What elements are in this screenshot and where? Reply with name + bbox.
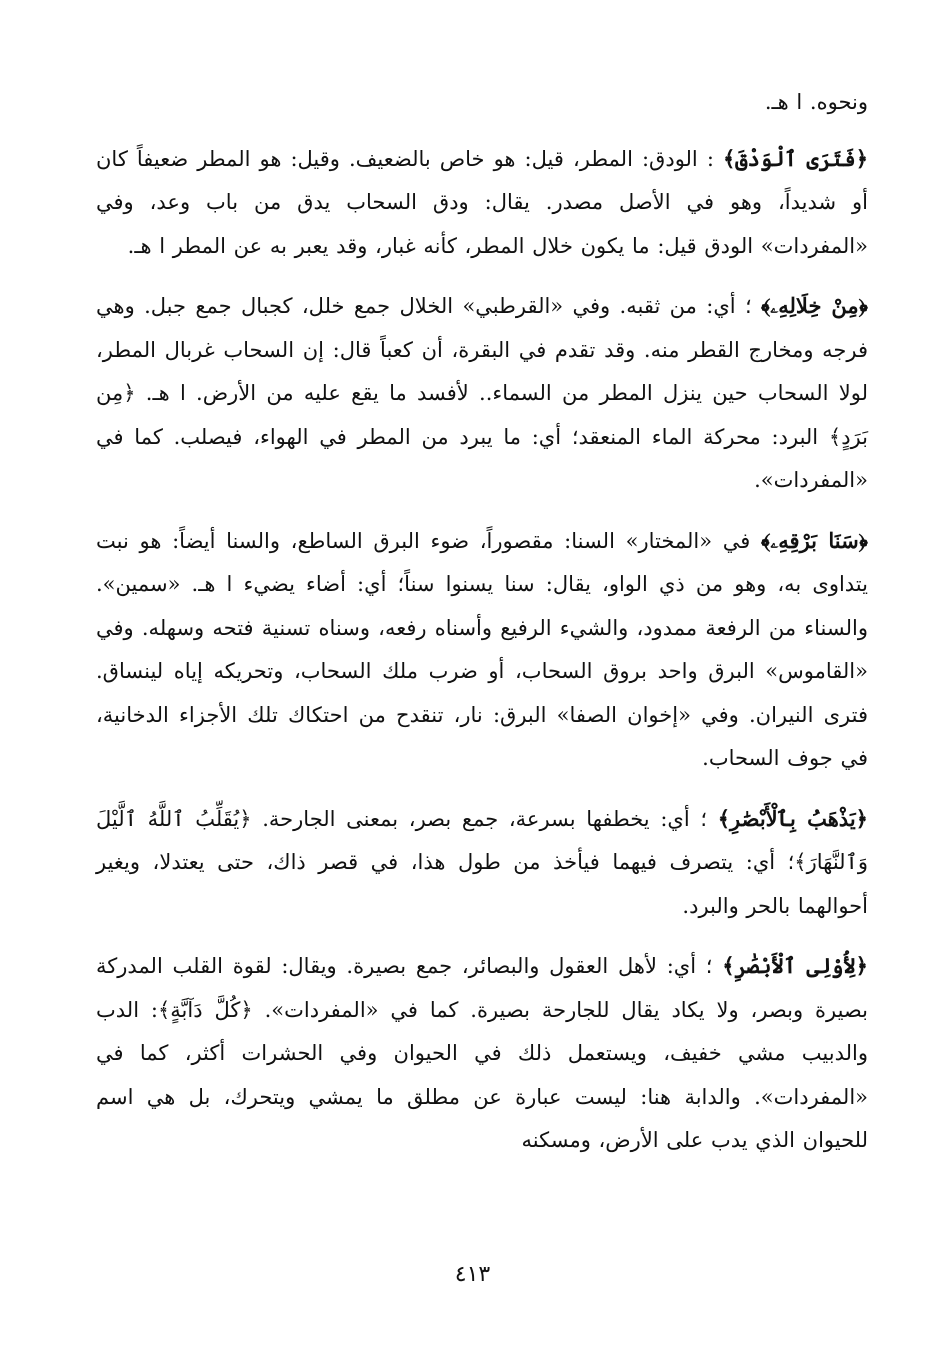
paragraph-khilal (96, 284, 868, 503)
quran-quote: ﴿لِأُوْلِى ٱلْأَبْصَٰرِ﴾ (722, 953, 868, 978)
paragraph-abshar (96, 797, 868, 929)
paragraph-text: في «المختار» السنا: مقصوراً، ضوء البرق الساطع، والسنا أيضاً: هو نبت يتداوى به، وهو من ذي الواو، يقال: سنا يسنوا سناً؛ أي: أضاء يضيء ا هـ. «سمين». والسناء من الرفعة ممدود، والشيء الرفيع وأسناه رفعه، وسناه تسنية فتحه وسهله. وفي «القاموس» البرق واحد بروق السحاب، أو ضرب ملك السحاب، وتحريكه إياه لينساق. فترى النيران. وفي «إخوان الصفا» البرق: نار، تنقدح من احتكاك تلك الأجزاء الدخانية، في جوف السحاب. (96, 528, 868, 770)
paragraph-sana (96, 519, 868, 781)
page-number: ٤١٣ (454, 1262, 491, 1287)
quran-quote: ﴿مِنْ خِلَالِهِۦ﴾ (760, 293, 868, 318)
page-body (96, 80, 868, 1179)
quran-quote: ﴿يَذْهَبُ بِٱلْأَبْصَٰرِ﴾ (717, 805, 868, 831)
quran-quote: ﴿سَنَا بَرْقِهِۦ﴾ (761, 527, 868, 553)
paragraph-wadq (96, 137, 868, 269)
paragraph-text: ؛ أي: من ثقبه. وفي «القرطبي» الخلال جمع خلل، كجبال جمع جبل. وهي فرجه ومخارج القطر منه. وقد تقدم في البقرة، أن كعباً قال: إن السحاب غربال المطر، لولا السحاب حين ينزل المطر من السماء.. لأفسد ما يقع عليه من الأرض. ا هـ. ﴿مِن بَرَدٍ﴾ البرد: محركة الماء المنعقد؛ أي: ما يبرد من المطر في الهواء، فيصلب. كما في «المفردات». (96, 294, 868, 492)
paragraph-text: ؛ أي: يخطفها بسرعة، جمع بصر، بمعنى الجارحة. ﴿يُقَلِّبُ ٱللَّهُ ٱلَّيْلَ وَٱلنَّهَارَ﴾؛ أي: يتصرف فيهما فيأخذ من طول هذا، في قصر ذاك، حتى يعتدلا، ويغير أحوالهما بالحر والبرد. (96, 806, 868, 918)
paragraph-intro (96, 80, 868, 125)
paragraph-text: ونحوه. ا هـ. (764, 90, 868, 114)
quran-quote: ﴿فَتَرَى ٱلْوَدْقَ﴾ (722, 145, 869, 171)
paragraph-text: : الودق: المطر، قيل: هو خاص بالضعيف. وقيل: هو المطر ضعيفاً كان أو شديداً، وهو في الأصل مصدر. يقال: ودق السحاب يدق من باب وعد، وفي «المفردات» الودق قيل: ما يكون خلال المطر، كأنه غبار، وقد يعبر به عن المطر ا هـ. (96, 146, 868, 258)
paragraph-uli-albsar (96, 944, 868, 1163)
paragraph-text: ؛ أي: لأهل العقول والبصائر، جمع بصيرة. ويقال: لقوة القلب المدركة بصيرة وبصر، ولا يكاد يقال للجارحة بصيرة. كما في «المفردات». ﴿كُلَّ دَآبَّةٍ﴾: الدب والدبيب مشي خفيف، ويستعمل ذلك في الحيوان وفي الحشرات أكثر، كما في «المفردات». والدابة هنا: ليست عبارة عن مطلق ما يمشي ويتحرك، بل هي اسم للحيوان الذي يدب على الأرض، ومسكنه (96, 954, 868, 1152)
